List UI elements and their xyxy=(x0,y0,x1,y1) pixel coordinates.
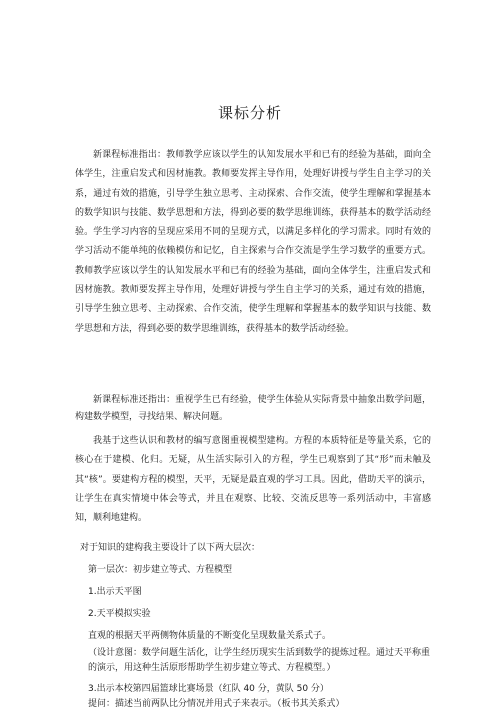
line-design-intent: （设计意图：数学问题生活化，让学生经历现实生活到数学的提炼过程。通过天平称重的演示，用这种生活原形帮助学生初步建立等式、方程模型。） xyxy=(88,648,431,673)
line-step-3: 3.出示本校第四届篮球比赛场景（红队 40 分，黄队 50 分） xyxy=(88,684,329,694)
line-balance-description: 直观的根据天平两侧物体质量的不断变化呈现数量关系式子。 xyxy=(88,631,332,641)
line-knowledge-levels: 对于知识的建构我主要设计了以下两大层次： xyxy=(80,543,261,553)
line-level-one: 第一层次：初步建立等式、方程模型 xyxy=(88,565,233,575)
paragraph-curriculum-standard: 新课程标准指出：教师教学应该以学生的认知发展水平和已有的经验为基础，面向全体学生，注重启发式和因材施教。教师要发挥主导作用，处理好讲授与学生自主学习的关系，通过有效的措施，引导学生独立思考、主动探索、合作交流，使学生理解和掌握基本的数学知识与技能、数学思想和方法，得到必要的数学思维训练，获得基本的数学活动经验。学生学习内容的呈现应采用不同的呈现方式，以满足多样化的学习需求。同时有效的学习活动不能单纯的依赖模仿和记忆，自主探索与合作交流是学生学习数学的重要方式。教师教学应该以学生的认知发展水平和已有的经验为基础，面向全体学生，注重启发式和因材施教。教师要发挥主导作用，处理好讲授与学生自主学习的关系，通过有效的措施，引导学生独立思考、主动探索、合作交流，使学生理解和掌握基本的数学知识与技能、数学思想和方法，得到必要的数学思维训练，获得基本的数学活动经验。 xyxy=(75,150,431,334)
line-step-1: 1.出示天平图 xyxy=(88,587,142,597)
line-question: 提问：描述当前两队比分情况并用式子来表示。（板书其关系式） xyxy=(88,699,345,709)
paragraph-standard-note: 新课程标准还指出：重视学生已有经验，使学生体验从实际背景中抽象出数学问题，构建数学模型，寻找结果、解决问题。 xyxy=(75,395,431,422)
line-step-2: 2.天平模拟实验 xyxy=(88,609,151,619)
document-title: 课标分析 xyxy=(217,104,282,122)
paragraph-model-construction: 我基于这些认识和教材的编写意图重视模型建构。方程的本质特征是等量关系，它的核心在于建模、化归。无疑，从生活实际引入的方程，学生已观察到了其“形”而未触及其“核”。要建构方程的模型，天平，无疑是最直观的学习工具。因此，借助天平的演示，让学生在真实情境中体会等式，并且在观察、比较、交流反思等一系列活动中，丰富感知，顺利地建构。 xyxy=(75,436,431,524)
